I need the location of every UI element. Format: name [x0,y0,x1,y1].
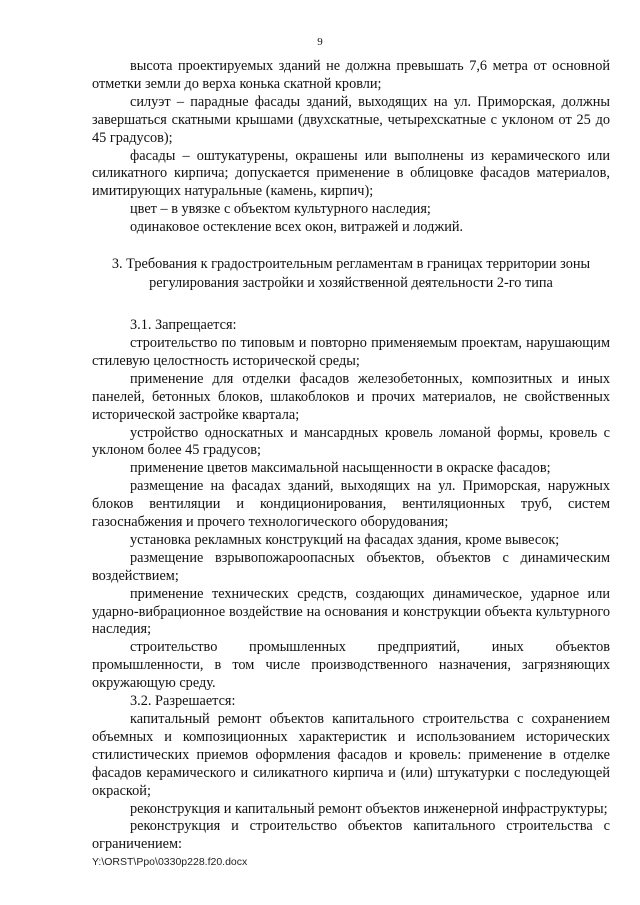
list-item: реконструкция и капитальный ремонт объектов инженерной инфраструктуры; [130,800,608,817]
subsection-title-allowed: 3.2. Разрешается: [130,693,236,710]
list-item: устройство односкатных и мансардных кровель ломаной формы, кровель с уклоном более 45 градусов; [92,424,610,459]
list-item: применение для отделки фасадов железобетонных, композитных и иных панелей, бетонных блоков, шлакоблоков и прочих материалов, не свойственных исторической застройке квартала; [92,370,610,423]
footer-file-path: Y:\ORST\Ppo\0330p228.f20.docx [92,856,248,868]
paragraph: одинаковое остекление всех окон, витражей и лоджий. [130,219,464,236]
paragraph: цвет – в увязке с объектом культурного наследия; [130,201,431,218]
list-item: применение цветов максимальной насыщенности в окраске фасадов; [130,460,551,477]
page-number: 9 [317,36,323,48]
list-item: размещение взрывопожароопасных объектов, объектов с динамическим воздействием; [92,549,610,584]
subsection-title-prohibited: 3.1. Запрещается: [130,317,237,334]
paragraph: высота проектируемых зданий не должна превышать 7,6 метра от основной отметки земли до верха конька скатной кровли; [92,58,610,92]
paragraph: фасады – оштукатурены, окрашены или выполнены из керамического или силикатного кирпича; допускается применение в облицовке фасадов материалов, имитирующих натуральные (камень, кирпич); [92,147,610,200]
paragraph: силуэт – парадные фасады зданий, выходящих на ул. Приморская, должны завершаться скатными крышами (двухскатные, четырехскатные с уклоном от 25 до 45 градусов); [92,93,610,146]
document-body [92,58,610,854]
section-heading: 3. Требования к градостроительным регламентам в границах территории зоны регулирования застройки и хозяйственной деятельности 2-го типа [111,256,591,292]
list-item: размещение на фасадах зданий, выходящих на ул. Приморская, наружных блоков вентиляции и кондиционирования, вентиляционных труб, систем газоснабжения и прочего технологического оборудования; [92,478,610,531]
list-item: строительство по типовым и повторно применяемым проектам, нарушающим стилевую целостность исторической среды; [92,334,610,369]
list-item: капитальный ремонт объектов капитального строительства с сохранением объемных и композиционных характеристик и использованием исторических стилистических приемов оформления фасадов и кровель: применение в отделке фасадов керамического и силикатного кирпича и (или) штукатурки с последующей окраской; [92,711,610,799]
list-item: строительство промышленных предприятий, иных объектов промышленности, в том числе производственного назначения, загрязняющих окружающую среду. [92,639,610,692]
list-item: применение технических средств, создающих динамическое, ударное или ударно-вибрационное воздействие на основания и конструкции объекта культурного наследия; [92,585,610,638]
list-item: реконструкция и строительство объектов капитального строительства с ограничением: [92,818,610,853]
list-item: установка рекламных конструкций на фасадах здания, кроме вывесок; [130,531,560,548]
